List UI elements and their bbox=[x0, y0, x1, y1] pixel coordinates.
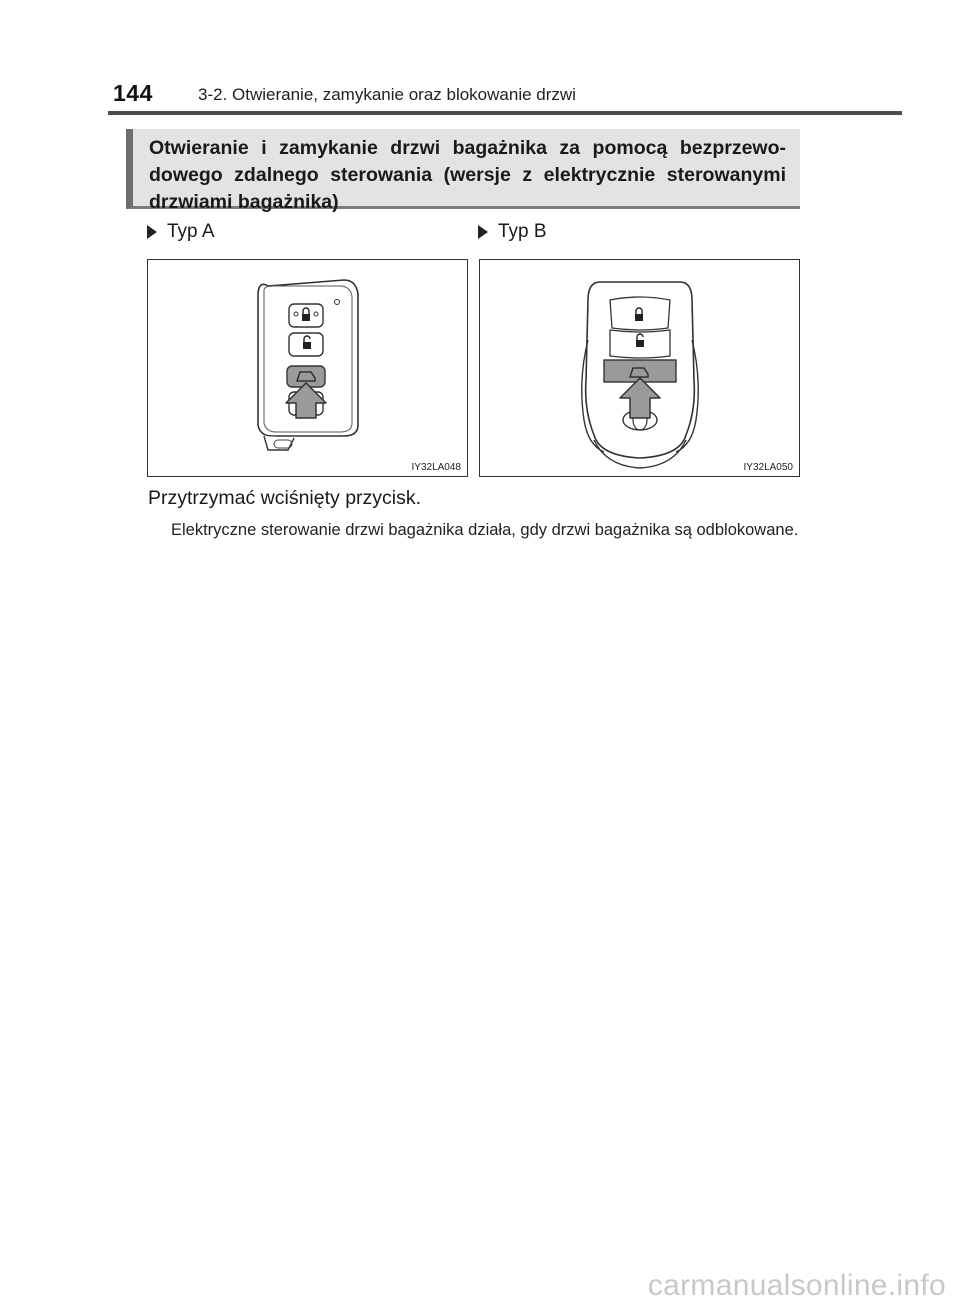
figure-code: IY32LA048 bbox=[411, 462, 461, 473]
instruction-text: Przytrzymać wciśnięty przycisk. bbox=[148, 487, 422, 509]
type-a-label bbox=[147, 221, 215, 243]
note-text: Elektryczne sterowanie drzwi bagażnika działa, gdy drzwi bagażnika są odblokowane. bbox=[171, 521, 799, 539]
triangle-bullet-icon bbox=[478, 225, 488, 239]
type-b-label bbox=[478, 221, 547, 243]
page-number: 144 bbox=[113, 80, 153, 106]
header-rule bbox=[108, 111, 902, 115]
smart-key-type-b-illustration bbox=[480, 260, 801, 478]
triangle-bullet-icon bbox=[147, 225, 157, 239]
section-header: 3-2. Otwieranie, zamykanie oraz blokowanie drzwi bbox=[198, 85, 576, 104]
figure-type-a bbox=[147, 259, 468, 477]
figure-code: IY32LA050 bbox=[743, 462, 793, 473]
section-title-box bbox=[126, 129, 800, 213]
smart-key-type-a-illustration bbox=[148, 260, 469, 478]
watermark: carmanualsonline.info bbox=[647, 1269, 946, 1302]
figure-type-b bbox=[479, 259, 800, 477]
section-title: Otwieranie i zamykanie drzwi bagażnika za pomocą bezprzewo-dowego zdalnego sterowania (wersje z elektrycznie sterowanymi drzwiami bagażnika) bbox=[149, 137, 786, 213]
type-b-label-text: Typ B bbox=[498, 221, 547, 242]
type-a-label-text: Typ A bbox=[167, 221, 215, 242]
